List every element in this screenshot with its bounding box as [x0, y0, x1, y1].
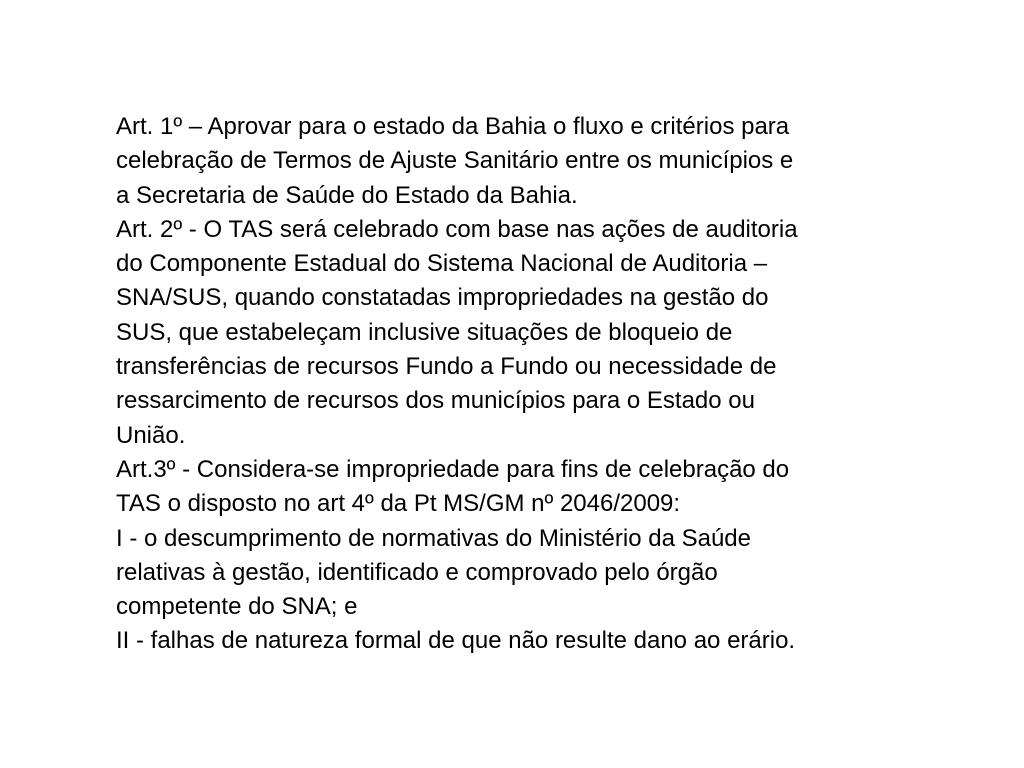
text-line: I - o descumprimento de normativas do Ministério da Saúde [116, 524, 751, 552]
text-line: relativas à gestão, identificado e comprovado pelo órgão [116, 558, 718, 586]
paragraph-art-3 [116, 453, 946, 522]
text-line: competente do SNA; e [116, 593, 358, 621]
text-line: SNA/SUS, quando constatadas impropriedades na gestão do [116, 284, 769, 312]
text-line: celebração de Termos de Ajuste Sanitário entre os municípios e [116, 147, 794, 175]
text-line: do Componente Estadual do Sistema Nacional de Auditoria – [116, 250, 768, 278]
text-line: a Secretaria de Saúde do Estado da Bahia. [116, 181, 578, 209]
text-line: II - falhas de natureza formal de que não resulte dano ao erário. [116, 627, 796, 655]
text-line: SUS, que estabeleçam inclusive situações de bloqueio de [116, 318, 733, 346]
paragraph-item-i [116, 522, 946, 625]
text-line: Art.3º - Considera-se impropriedade para fins de celebração do [116, 455, 790, 483]
text-line: transferências de recursos Fundo a Fundo ou necessidade de [116, 353, 777, 381]
text-line: TAS o disposto no art 4º da Pt MS/GM nº 2046/2009: [116, 490, 681, 518]
text-line: União. [116, 421, 186, 449]
slide-text-body [116, 110, 946, 659]
paragraph-item-ii [116, 624, 946, 658]
text-line: Art. 1º – Aprovar para o estado da Bahia o fluxo e critérios para [116, 113, 790, 140]
text-line: Art. 2º - O TAS será celebrado com base nas ações de auditoria [116, 215, 798, 243]
paragraph-art-2 [116, 213, 946, 453]
text-line: ressarcimento de recursos dos municípios para o Estado ou [116, 387, 755, 415]
paragraph-art-1 [116, 110, 946, 213]
